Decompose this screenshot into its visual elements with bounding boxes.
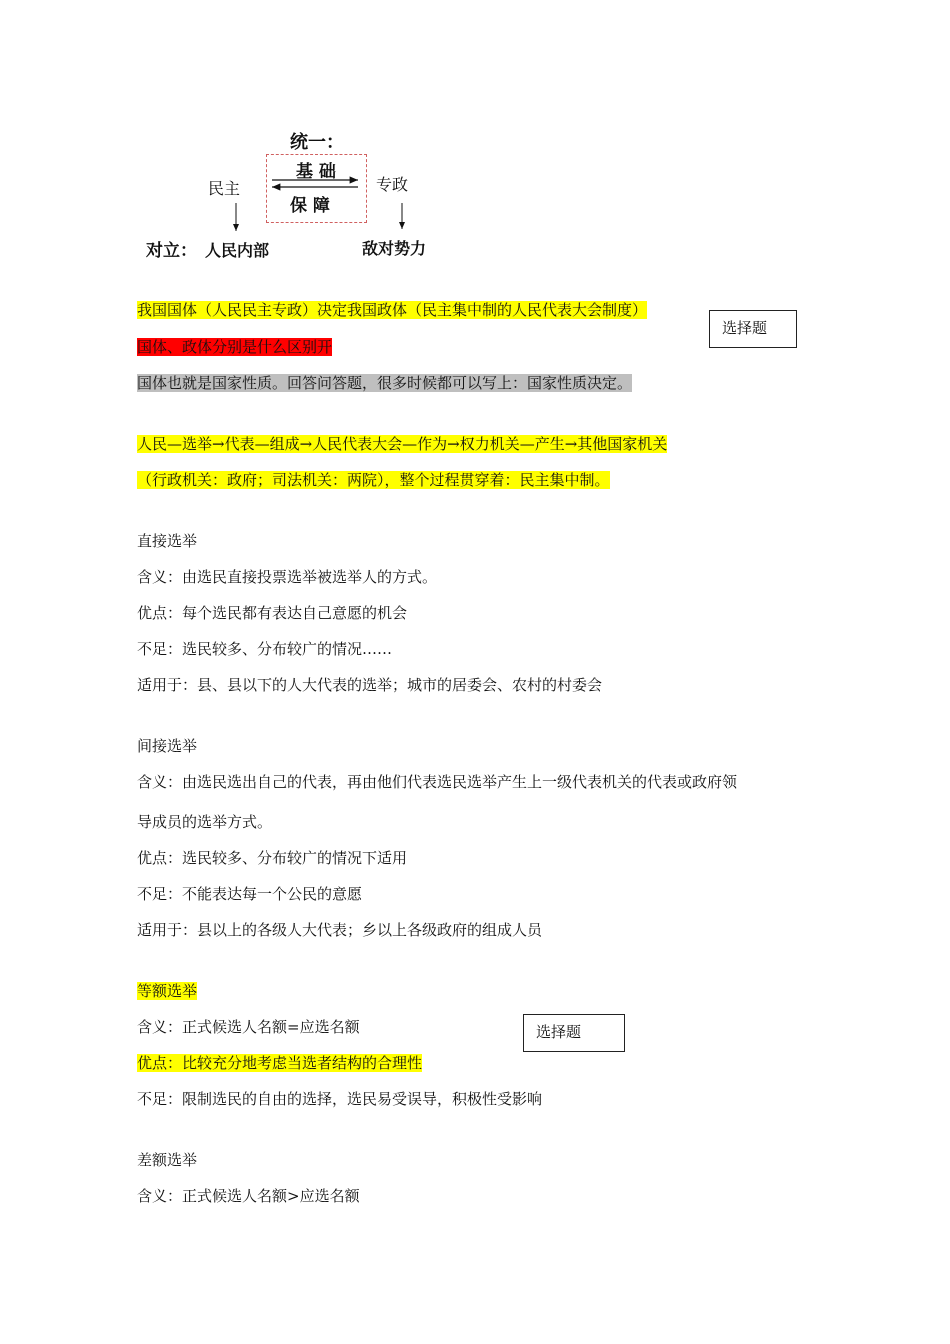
diagram-opposition-label: 对立： [146,241,197,261]
text-line: 含义：正式候选人名额=应选名额 [137,1018,360,1036]
text-line: 适用于：县、县以下的人大代表的选举；城市的居委会、农村的村委会 [137,676,603,694]
highlighted-text: （行政机关：政府；司法机关：两院），整个过程贯穿着：民主集中制。 [137,471,610,489]
text-line: 适用于：县以上的各级人大代表；乡以上各级政府的组成人员 [137,921,543,939]
diagram-people-label: 人民内部 [205,241,270,260]
text-line [137,373,632,393]
democracy-dictatorship-diagram [0,0,950,280]
multiple-choice-tag: 选择题 [709,310,797,348]
text-line [137,470,610,490]
highlighted-text: 国体也就是国家性质。回答问答题，很多时候都可以写上：国家性质决定。 [137,374,633,392]
text-line: 不足：限制选民的自由的选择，选民易受误导，积极性受影响 [137,1090,543,1108]
diagram-arrows [0,0,950,280]
text-line: 不足：不能表达每一个公民的意愿 [137,885,363,903]
section-heading: 差额选举 [137,1151,198,1169]
section-heading: 间接选举 [137,737,198,755]
text-line: 含义：正式候选人名额>应选名额 [137,1187,360,1205]
text-line [137,434,667,454]
text-line: 含义：由选民选出自己的代表，再由他们代表选民选举产生上一级代表机关的代表或政府领 [137,773,738,791]
section-heading: 直接选举 [137,532,198,550]
diagram-enemy-label: 敌对势力 [362,239,427,258]
highlighted-text: 国体、政体分别是什么区别开 [137,338,333,356]
text-line: 含义：由选民直接投票选举被选举人的方式。 [137,568,438,586]
diagram-unity-label: 统一： [290,132,344,153]
diagram-guarantee-label: 保 障 [290,196,330,216]
text-line: 优点：选民较多、分布较广的情况下适用 [137,849,408,867]
highlighted-text: 我国国体（人民民主专政）决定我国政体（民主集中制的人民代表大会制度） [137,301,648,319]
highlighted-text: 人民—选举→代表—组成→人民代表大会—作为→权力机关—产生→其他国家机关 [137,435,668,453]
section-heading [137,981,197,1001]
text-line [137,1053,422,1073]
text-line [137,337,332,357]
text-line [137,300,647,320]
text-line: 导成员的选举方式。 [137,813,273,831]
diagram-democracy-label: 民主 [208,179,241,198]
text-line: 不足：选民较多、分布较广的情况…… [137,640,393,658]
highlighted-text: 等额选举 [137,982,198,1000]
diagram-dictatorship-label: 专政 [376,175,409,194]
highlighted-text: 优点：比较充分地考虑当选者结构的合理性 [137,1054,423,1072]
diagram-basis-label: 基 础 [296,162,336,182]
multiple-choice-tag: 选择题 [523,1014,625,1052]
text-line: 优点：每个选民都有表达自己意愿的机会 [137,604,408,622]
